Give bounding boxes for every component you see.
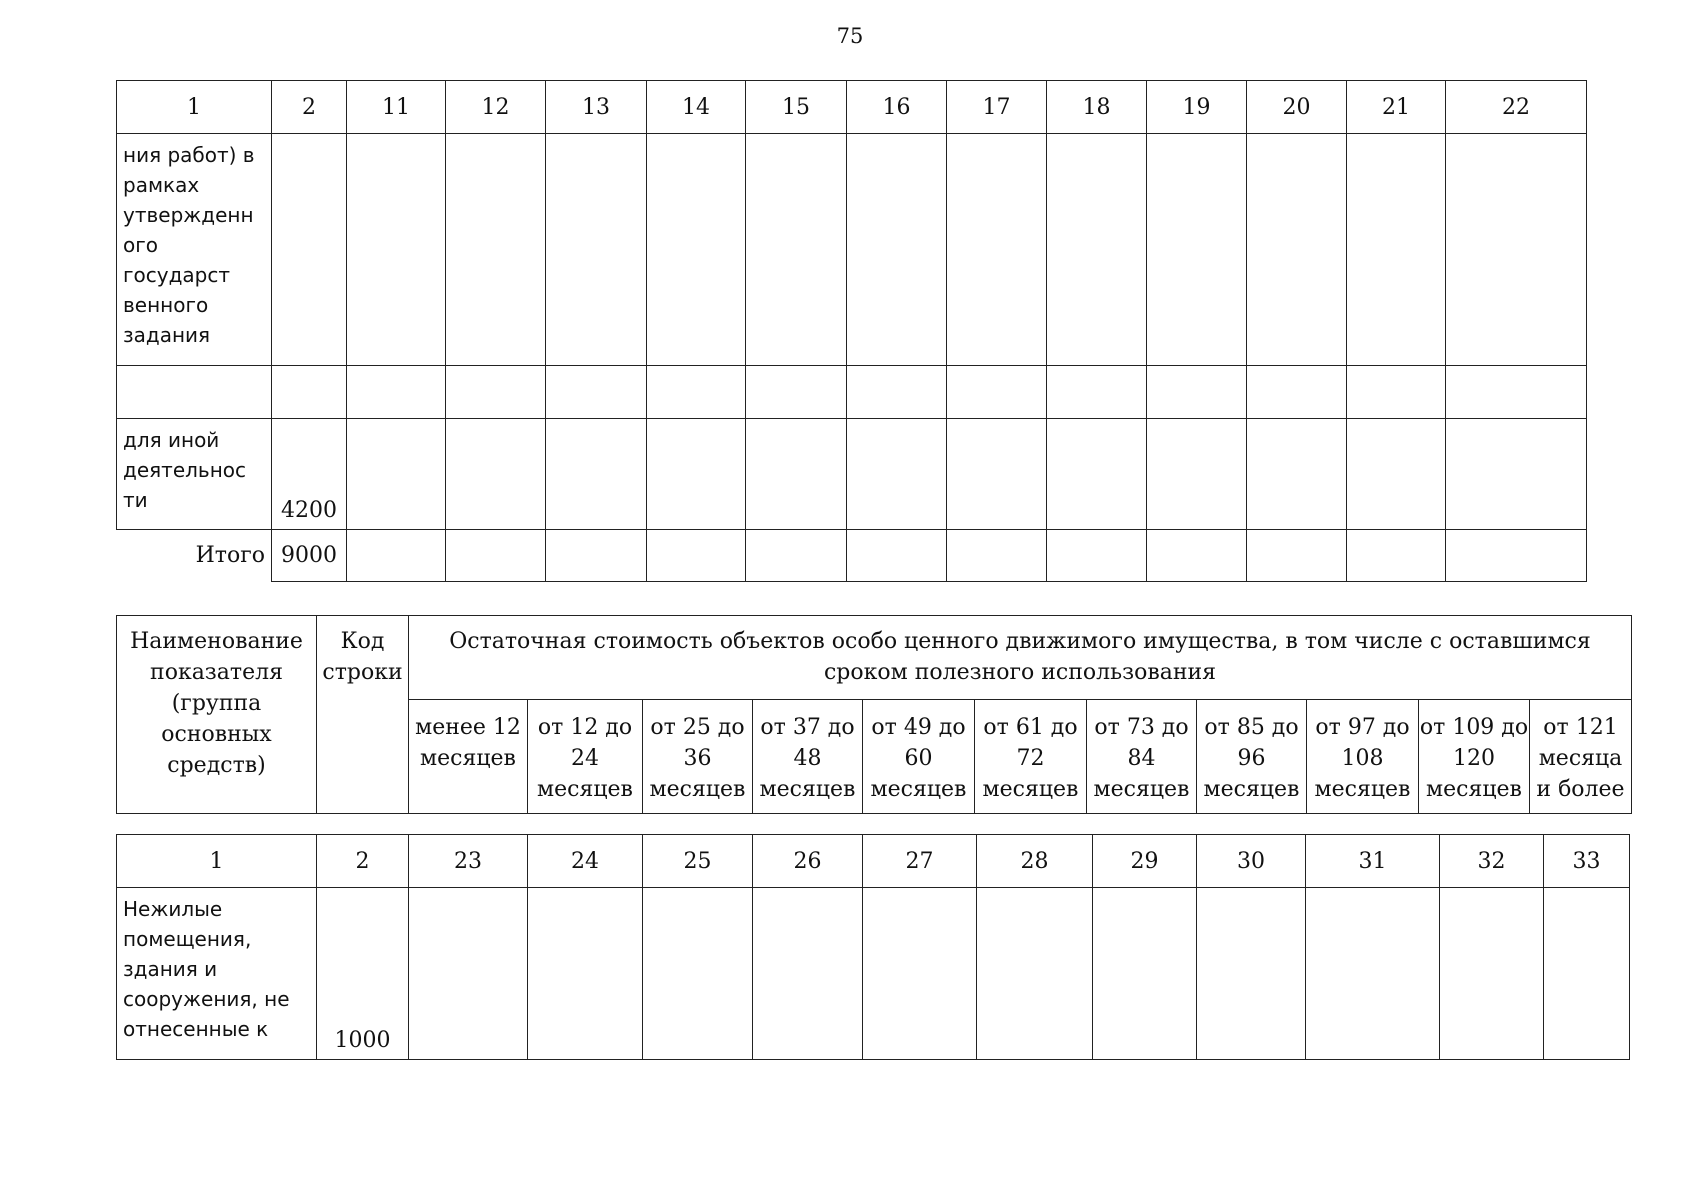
column-number: 1 bbox=[117, 835, 317, 888]
data-cell bbox=[446, 530, 546, 582]
data-cell bbox=[1347, 366, 1446, 419]
column-number: 24 bbox=[528, 835, 643, 888]
data-cell bbox=[446, 419, 546, 530]
top-table-column-numbers bbox=[117, 81, 1587, 134]
data-cell bbox=[647, 366, 746, 419]
column-number: 20 bbox=[1247, 81, 1347, 134]
column-number: 19 bbox=[1147, 81, 1247, 134]
data-cell bbox=[1347, 530, 1446, 582]
data-cell bbox=[1147, 530, 1247, 582]
data-cell bbox=[647, 134, 746, 366]
data-cell bbox=[347, 134, 446, 366]
data-cell bbox=[847, 419, 947, 530]
row-code: 4200 bbox=[272, 419, 347, 530]
column-number: 18 bbox=[1047, 81, 1147, 134]
column-number: 30 bbox=[1197, 835, 1306, 888]
bottom-table bbox=[116, 834, 1630, 1060]
data-cell bbox=[947, 366, 1047, 419]
column-number: 2 bbox=[317, 835, 409, 888]
bottom-table-column-numbers bbox=[117, 835, 1630, 888]
column-number: 25 bbox=[643, 835, 753, 888]
column-number: 33 bbox=[1544, 835, 1630, 888]
data-cell bbox=[1047, 530, 1147, 582]
data-cell bbox=[409, 888, 528, 1060]
data-cell bbox=[746, 134, 847, 366]
period-header: от 97 до 108 месяцев bbox=[1307, 700, 1419, 814]
period-header: от 85 до 96 месяцев bbox=[1197, 700, 1307, 814]
data-cell bbox=[1306, 888, 1440, 1060]
data-cell bbox=[947, 134, 1047, 366]
data-cell bbox=[1440, 888, 1544, 1060]
data-cell bbox=[546, 419, 647, 530]
data-cell bbox=[546, 366, 647, 419]
data-cell bbox=[643, 888, 753, 1060]
code-column-header: Код строки bbox=[317, 616, 409, 814]
total-row bbox=[117, 530, 1587, 582]
column-number: 21 bbox=[1347, 81, 1446, 134]
page-number: 75 bbox=[836, 24, 864, 48]
column-number: 28 bbox=[977, 835, 1093, 888]
data-cell bbox=[1347, 419, 1446, 530]
column-number: 17 bbox=[947, 81, 1047, 134]
data-cell bbox=[1446, 419, 1587, 530]
residual-value-caption: Остаточная стоимость объектов особо ценного движимого имущества, в том числе с оставшимся сроком полезного использования bbox=[409, 616, 1632, 700]
data-cell bbox=[863, 888, 977, 1060]
column-number: 26 bbox=[753, 835, 863, 888]
data-cell bbox=[1047, 134, 1147, 366]
data-cell bbox=[347, 530, 446, 582]
data-cell bbox=[347, 366, 446, 419]
data-cell bbox=[947, 530, 1047, 582]
period-header: от 121 месяца и более bbox=[1530, 700, 1632, 814]
column-number: 31 bbox=[1306, 835, 1440, 888]
column-number: 14 bbox=[647, 81, 746, 134]
data-cell bbox=[1446, 366, 1587, 419]
column-number: 12 bbox=[446, 81, 546, 134]
table-row bbox=[117, 419, 1587, 530]
row-name: для иной деятельнос ти bbox=[117, 419, 272, 530]
header-row bbox=[117, 616, 1632, 700]
column-number: 2 bbox=[272, 81, 347, 134]
data-cell bbox=[347, 419, 446, 530]
column-number: 16 bbox=[847, 81, 947, 134]
data-cell bbox=[1147, 419, 1247, 530]
top-table bbox=[116, 80, 1587, 582]
header-table bbox=[116, 615, 1632, 814]
data-cell bbox=[947, 419, 1047, 530]
data-cell bbox=[847, 134, 947, 366]
data-cell bbox=[647, 530, 746, 582]
data-cell bbox=[1544, 888, 1630, 1060]
period-header: от 37 до 48 месяцев bbox=[753, 700, 863, 814]
period-header: от 109 до 120 месяцев bbox=[1419, 700, 1530, 814]
total-label: Итого bbox=[117, 530, 272, 582]
total-code: 9000 bbox=[272, 530, 347, 582]
data-cell bbox=[1247, 530, 1347, 582]
data-cell bbox=[847, 366, 947, 419]
table-row bbox=[117, 134, 1587, 366]
data-cell bbox=[1247, 419, 1347, 530]
data-cell bbox=[746, 530, 847, 582]
column-number: 27 bbox=[863, 835, 977, 888]
data-cell bbox=[446, 366, 546, 419]
data-cell bbox=[753, 888, 863, 1060]
data-cell bbox=[546, 134, 647, 366]
column-number: 22 bbox=[1446, 81, 1587, 134]
data-cell bbox=[1093, 888, 1197, 1060]
data-cell bbox=[1147, 134, 1247, 366]
data-cell bbox=[446, 134, 546, 366]
period-header: от 12 до 24 месяцев bbox=[528, 700, 643, 814]
period-header: от 49 до 60 месяцев bbox=[863, 700, 975, 814]
table-row bbox=[117, 888, 1630, 1060]
row-code bbox=[272, 134, 347, 366]
period-header: от 61 до 72 месяцев bbox=[975, 700, 1087, 814]
column-number: 11 bbox=[347, 81, 446, 134]
data-cell bbox=[1247, 366, 1347, 419]
column-number: 32 bbox=[1440, 835, 1544, 888]
name-column-header: Наименование показателя (группа основных средств) bbox=[117, 616, 317, 814]
data-cell bbox=[746, 419, 847, 530]
data-cell bbox=[1147, 366, 1247, 419]
data-cell bbox=[1446, 530, 1587, 582]
data-cell bbox=[528, 888, 643, 1060]
data-cell bbox=[1247, 134, 1347, 366]
column-number: 29 bbox=[1093, 835, 1197, 888]
row-code: 1000 bbox=[317, 888, 409, 1060]
row-code bbox=[272, 366, 347, 419]
data-cell bbox=[977, 888, 1093, 1060]
data-cell bbox=[847, 530, 947, 582]
row-name: ния работ) в рамках утвержденн ого государст венного задания bbox=[117, 134, 272, 366]
row-name bbox=[117, 366, 272, 419]
row-name: Нежилые помещения, здания и сооружения, не отнесенные к bbox=[117, 888, 317, 1060]
period-header: от 73 до 84 месяцев bbox=[1087, 700, 1197, 814]
data-cell bbox=[647, 419, 746, 530]
data-cell bbox=[746, 366, 847, 419]
period-header: менее 12 месяцев bbox=[409, 700, 528, 814]
period-header: от 25 до 36 месяцев bbox=[643, 700, 753, 814]
data-cell bbox=[1347, 134, 1446, 366]
data-cell bbox=[546, 530, 647, 582]
data-cell bbox=[1197, 888, 1306, 1060]
table-row bbox=[117, 366, 1587, 419]
data-cell bbox=[1047, 419, 1147, 530]
data-cell bbox=[1047, 366, 1147, 419]
data-cell bbox=[1446, 134, 1587, 366]
column-number: 23 bbox=[409, 835, 528, 888]
column-number: 15 bbox=[746, 81, 847, 134]
column-number: 1 bbox=[117, 81, 272, 134]
column-number: 13 bbox=[546, 81, 647, 134]
